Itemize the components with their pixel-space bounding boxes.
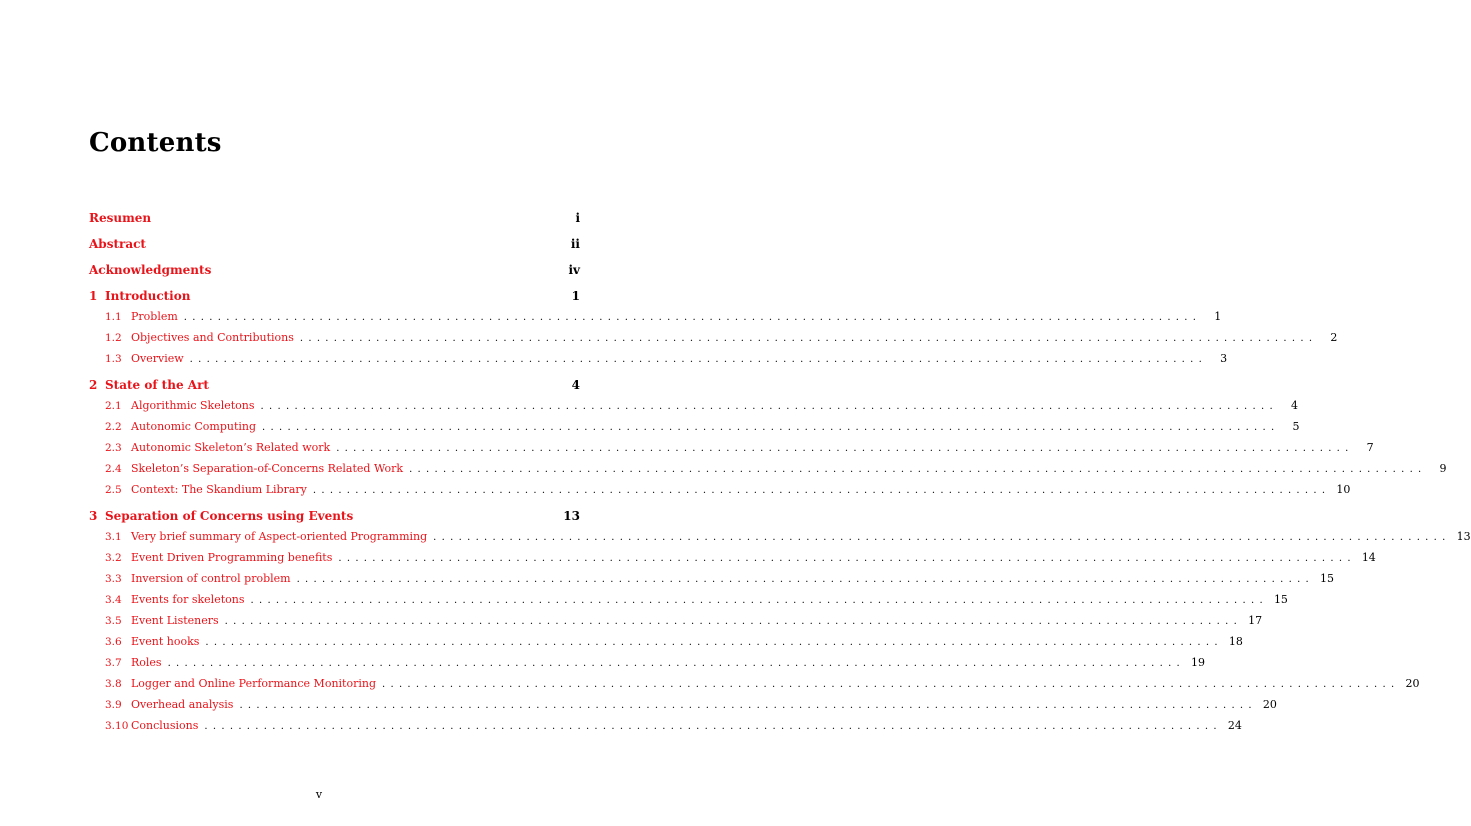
toc-page-number: 13 [1456, 530, 1471, 543]
toc-dot-leader: ........................................................................................................................ [205, 637, 1223, 648]
toc-entry-link[interactable]: Autonomic Skeleton’s Related work [131, 441, 331, 454]
toc-dot-leader: ........................................................................................................................ [382, 679, 1400, 690]
toc-entry-link[interactable]: Events for skeletons [131, 593, 245, 606]
toc-entry-number[interactable]: 1.1 [105, 311, 122, 323]
toc-entry-link[interactable]: State of the Art [105, 378, 209, 392]
toc-section-entry[interactable] [89, 462, 1447, 482]
toc-page-number: 18 [1228, 635, 1243, 648]
toc-entry-number[interactable]: 3.3 [105, 573, 122, 585]
toc-entry-link[interactable]: Event Driven Programming benefits [131, 551, 333, 564]
toc-front-entry[interactable] [89, 263, 580, 283]
toc-entry-number[interactable]: 3.9 [105, 699, 122, 711]
toc-entry-number[interactable]: 2.3 [105, 442, 122, 454]
toc-entry-link[interactable]: Acknowledgments [89, 263, 212, 277]
toc-dot-leader: ........................................................................................................................ [260, 401, 1278, 412]
toc-page-number: 15 [1320, 572, 1335, 585]
toc-entry-link[interactable]: Resumen [89, 211, 152, 225]
toc-entry-link[interactable]: Algorithmic Skeletons [131, 399, 255, 412]
toc-section-entry[interactable] [89, 698, 1277, 718]
toc-entry-link[interactable]: Roles [131, 656, 162, 669]
toc-entry-link[interactable]: Abstract [89, 237, 146, 251]
toc-page-number: 4 [571, 378, 580, 392]
toc-page-number: 5 [1292, 420, 1300, 433]
toc-page-number: 14 [1361, 551, 1376, 564]
toc-page-number: i [575, 211, 580, 225]
toc-page-number: 7 [1366, 441, 1374, 454]
toc-entry-number[interactable]: 2.2 [105, 421, 122, 433]
toc-dot-leader: ........................................................................................................................ [262, 422, 1280, 433]
toc-entry-link[interactable]: Logger and Online Performance Monitoring [131, 677, 376, 690]
toc-page-number: 1 [571, 289, 580, 303]
toc-page-number: 13 [563, 509, 580, 523]
toc-page-number: iv [568, 263, 580, 277]
toc-entry-number[interactable]: 2 [89, 378, 98, 392]
toc-entry-number[interactable]: 3.5 [105, 615, 122, 627]
toc-section-entry[interactable] [89, 420, 1300, 440]
toc-dot-leader: ........................................................................................................................ [312, 485, 1331, 496]
toc-section-entry[interactable] [89, 677, 1420, 697]
toc-dot-leader: ........................................................................................................................ [189, 354, 1208, 365]
toc-page-number: 3 [1220, 352, 1228, 365]
toc-entry-link[interactable]: Separation of Concerns using Events [105, 509, 354, 523]
toc-page-number: 9 [1439, 462, 1447, 475]
toc-page-number: 15 [1273, 593, 1288, 606]
toc-page-number: 19 [1191, 656, 1206, 669]
toc-section-entry[interactable] [89, 656, 1206, 676]
toc-entry-link[interactable]: Event Listeners [131, 614, 219, 627]
toc-dot-leader: ........................................................................................................................ [224, 616, 1243, 627]
toc-entry-link[interactable]: Introduction [105, 289, 191, 303]
toc-section-entry[interactable] [89, 399, 1298, 419]
toc-page-number: ii [570, 237, 580, 251]
toc-dot-leader: ........................................................................................................................ [167, 658, 1186, 669]
toc-page-number: 4 [1290, 399, 1298, 412]
page-title: Contents [89, 128, 222, 158]
toc-entry-number[interactable]: 2.5 [105, 484, 122, 496]
toc-dot-leader: ........................................................................................................................ [338, 553, 1356, 564]
toc-section-entry[interactable] [89, 483, 1351, 503]
toc-dot-leader: ........................................................................................................................ [250, 595, 1268, 606]
toc-entry-link[interactable]: Overview [131, 352, 184, 365]
toc-front-entry[interactable] [89, 211, 580, 231]
toc-dot-leader: ........................................................................................................................ [239, 700, 1257, 711]
toc-entry-number[interactable]: 2.1 [105, 400, 122, 412]
toc-dot-leader: ........................................................................................................................ [183, 312, 1202, 323]
toc-entry-number[interactable]: 1.2 [105, 332, 122, 344]
toc-chapter-entry[interactable] [89, 289, 580, 309]
toc-dot-leader: ........................................................................................................................ [204, 721, 1222, 732]
toc-entry-number[interactable]: 3.10 [105, 720, 129, 732]
toc-dot-leader: ........................................................................................................................ [336, 443, 1354, 454]
toc-dot-leader: ........................................................................................................................ [296, 574, 1315, 585]
toc-chapter-entry[interactable] [89, 378, 580, 398]
toc-page-number: 20 [1262, 698, 1277, 711]
toc-chapter-entry[interactable] [89, 509, 580, 529]
toc-entry-number[interactable]: 3.2 [105, 552, 122, 564]
toc-entry-link[interactable]: Inversion of control problem [131, 572, 291, 585]
toc-entry-number[interactable]: 1 [89, 289, 98, 303]
toc-entry-link[interactable]: Autonomic Computing [131, 420, 257, 433]
toc-page-number: 2 [1330, 331, 1338, 344]
page-footer-number: v [315, 788, 323, 801]
toc-entry-number[interactable]: 3.7 [105, 657, 122, 669]
toc-entry-number[interactable]: 1.3 [105, 353, 122, 365]
toc-section-entry[interactable] [89, 635, 1243, 655]
toc-section-entry[interactable] [89, 331, 1338, 351]
toc-entry-link[interactable]: Conclusions [131, 719, 199, 732]
toc-section-entry[interactable] [89, 310, 1222, 330]
toc-page-number: 24 [1227, 719, 1242, 732]
toc-entry-link[interactable]: Skeleton’s Separation-of-Concerns Related Work [131, 462, 404, 475]
toc-dot-leader: ........................................................................................................................ [433, 532, 1451, 543]
toc-entry-link[interactable]: Context: The Skandium Library [131, 483, 307, 496]
toc-section-entry[interactable] [89, 572, 1335, 592]
toc-section-entry[interactable] [89, 530, 1471, 550]
toc-entry-link[interactable]: Event hooks [131, 635, 200, 648]
toc-section-entry[interactable] [89, 719, 1242, 739]
toc-entry-number[interactable]: 3.4 [105, 594, 122, 606]
toc-section-entry[interactable] [89, 441, 1374, 461]
toc-entry-number[interactable]: 3 [89, 509, 98, 523]
toc-entry-number[interactable]: 2.4 [105, 463, 122, 475]
toc-entry-number[interactable]: 3.6 [105, 636, 122, 648]
toc-entry-link[interactable]: Overhead analysis [131, 698, 234, 711]
toc-entry-number[interactable]: 3.1 [105, 531, 122, 543]
toc-page-number: 20 [1405, 677, 1420, 690]
toc-entry-link[interactable]: Objectives and Contributions [131, 331, 294, 344]
toc-dot-leader: ........................................................................................................................ [409, 464, 1427, 475]
toc-entry-link[interactable]: Very brief summary of Aspect-oriented Programming [131, 530, 428, 543]
toc-entry-link[interactable]: Problem [131, 310, 178, 323]
toc-section-entry[interactable] [89, 352, 1228, 372]
toc-section-entry[interactable] [89, 551, 1376, 571]
toc-page-number: 17 [1248, 614, 1263, 627]
toc-dot-leader: ........................................................................................................................ [299, 333, 1318, 344]
toc-front-entry[interactable] [89, 237, 580, 257]
toc-page-number: 10 [1336, 483, 1351, 496]
toc-section-entry[interactable] [89, 614, 1263, 634]
toc-entry-number[interactable]: 3.8 [105, 678, 122, 690]
toc-section-entry[interactable] [89, 593, 1288, 613]
toc-page-number: 1 [1214, 310, 1222, 323]
